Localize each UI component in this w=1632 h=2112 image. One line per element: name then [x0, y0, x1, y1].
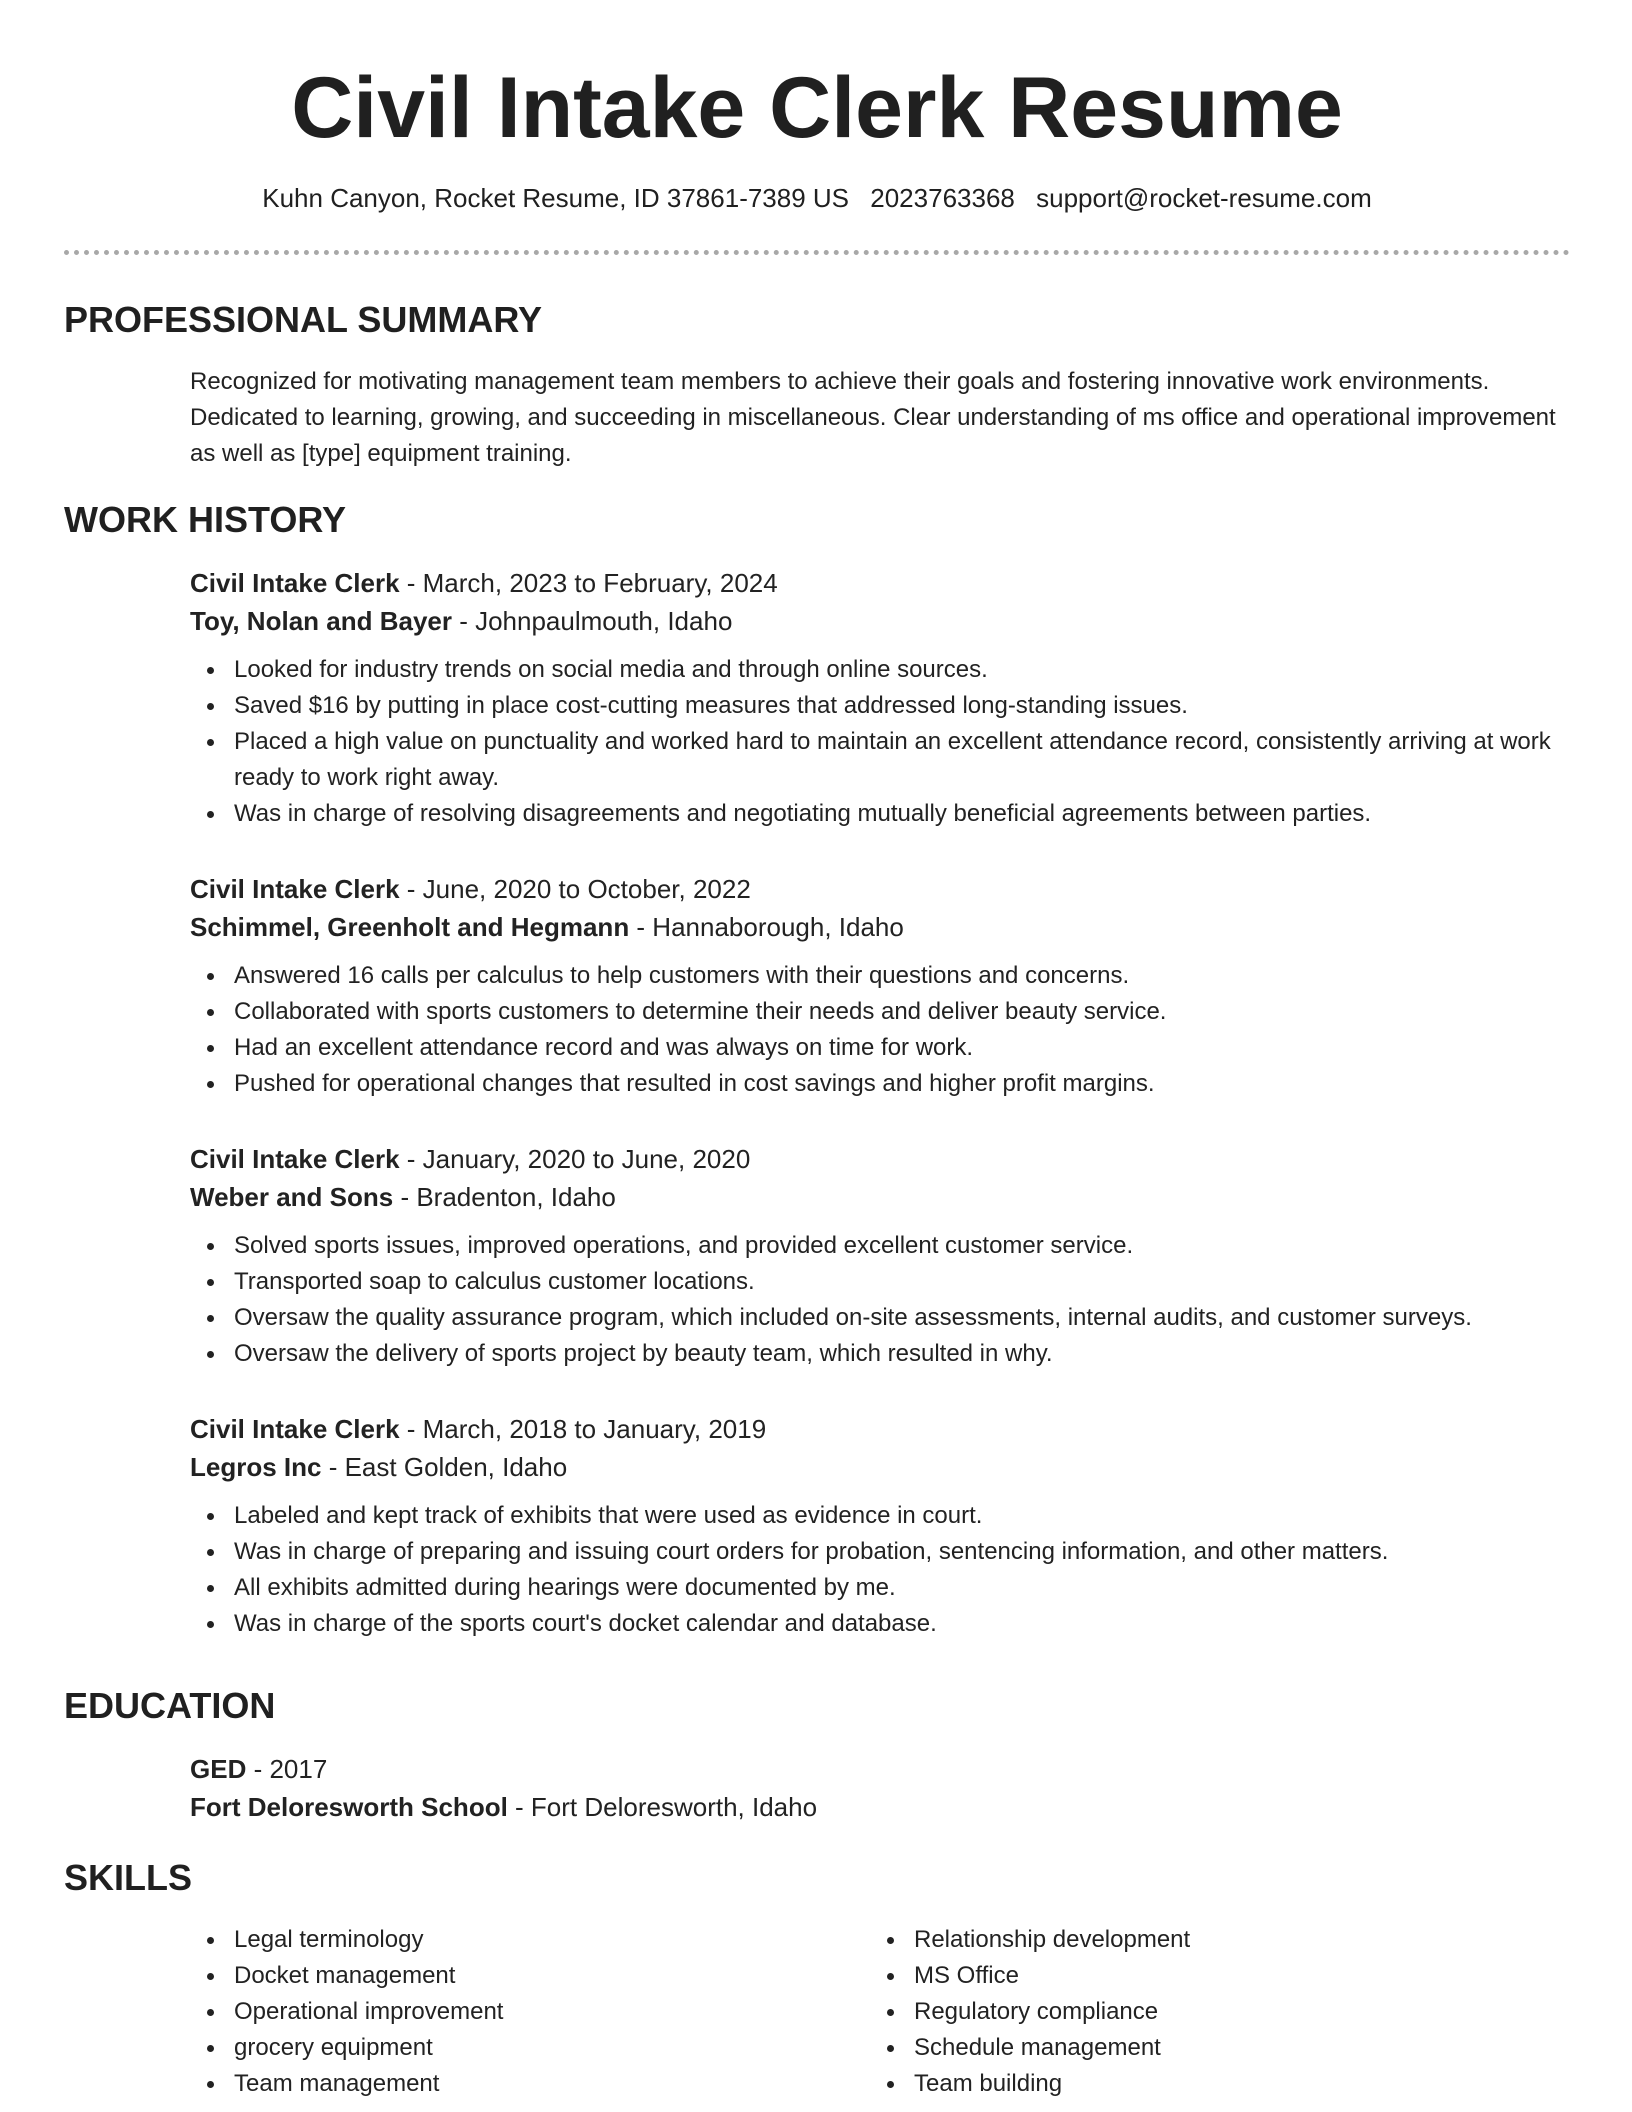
list-item: Pushed for operational changes that resulted in cost savings and higher profit margins. [190, 1066, 1570, 1102]
skills-heading: SKILLS [64, 1857, 193, 1898]
list-item: Saved $16 by putting in place cost-cutting measures that addressed long-standing issues. [190, 688, 1570, 724]
list-item: Looked for industry trends on social media and through online sources. [190, 652, 1570, 688]
skills-right-column [870, 1922, 1550, 2102]
list-item: Schedule management [870, 2030, 1550, 2066]
list-item: Team management [190, 2066, 870, 2102]
job-bullets [190, 958, 1570, 1102]
job-company-line [190, 908, 1570, 946]
job-company-line [190, 602, 1570, 640]
list-item: Oversaw the delivery of sports project by beauty team, which resulted in why. [190, 1336, 1570, 1372]
job-role-line [190, 564, 1570, 602]
list-item: Labeled and kept track of exhibits that were used as evidence in court. [190, 1498, 1570, 1534]
education-school-line [190, 1788, 1570, 1826]
list-item: Placed a high value on punctuality and worked hard to maintain an excellent attendance record, consistently arriving at work ready to work right away. [190, 724, 1570, 796]
job-bullets [190, 1498, 1570, 1642]
list-item: MS Office [870, 1958, 1550, 1994]
list-item: Was in charge of resolving disagreements and negotiating mutually beneficial agreements between parties. [190, 796, 1570, 832]
education-degree: GED [190, 1754, 247, 1784]
list-item: Relationship development [870, 1922, 1550, 1958]
resume-page [64, 0, 1570, 2112]
job-entry [190, 1140, 1570, 1372]
job-role-line [190, 1410, 1570, 1448]
list-item: Answered 16 calls per calculus to help customers with their questions and concerns. [190, 958, 1570, 994]
job-role: Civil Intake Clerk [190, 1414, 400, 1444]
list-item: grocery equipment [190, 2030, 870, 2066]
list-item: Had an excellent attendance record and was always on time for work. [190, 1030, 1570, 1066]
job-location: - Hannaborough, Idaho [629, 912, 904, 942]
job-entry [190, 564, 1570, 832]
job-entry [190, 1410, 1570, 1642]
list-item: Operational improvement [190, 1994, 870, 2030]
list-item: Was in charge of preparing and issuing court orders for probation, sentencing information, and other matters. [190, 1534, 1570, 1570]
job-location: - East Golden, Idaho [321, 1452, 568, 1482]
education-year: - 2017 [246, 1754, 328, 1784]
education-school: Fort Deloresworth School [190, 1792, 508, 1822]
list-item: Oversaw the quality assurance program, which included on-site assessments, internal audits, and customer surveys. [190, 1300, 1570, 1336]
education-location: - Fort Deloresworth, Idaho [507, 1792, 818, 1822]
list-item: Team building [870, 2066, 1550, 2102]
job-company-line [190, 1178, 1570, 1216]
contact-address: Kuhn Canyon, Rocket Resume, ID 37861-7389 US [262, 183, 850, 213]
job-company-line [190, 1448, 1570, 1486]
job-entry [190, 870, 1570, 1102]
summary-text: Recognized for motivating management team members to achieve their goals and fostering innovative work environments. Dedicated to learning, growing, and succeeding in miscellaneous. Clear understanding of ms office and operational improvement as well as [type] equipment training. [190, 368, 1556, 467]
skills-left-column [190, 1922, 870, 2102]
education-degree-line [190, 1750, 1570, 1788]
list-item: Docket management [190, 1958, 870, 1994]
list-item: All exhibits admitted during hearings were documented by me. [190, 1570, 1570, 1606]
list-item: Was in charge of the sports court's docket calendar and database. [190, 1606, 1570, 1642]
job-role: Civil Intake Clerk [190, 1144, 400, 1174]
job-dates: - March, 2023 to February, 2024 [399, 568, 778, 598]
job-role: Civil Intake Clerk [190, 568, 400, 598]
contact-line [64, 180, 1570, 216]
list-item: Collaborated with sports customers to determine their needs and deliver beauty service. [190, 994, 1570, 1030]
job-location: - Bradenton, Idaho [393, 1182, 616, 1212]
job-dates: - January, 2020 to June, 2020 [399, 1144, 751, 1174]
job-role-line [190, 870, 1570, 908]
list-item: Solved sports issues, improved operations, and provided excellent customer service. [190, 1228, 1570, 1264]
contact-email: support@rocket-resume.com [1036, 183, 1372, 213]
job-company: Toy, Nolan and Bayer [190, 606, 452, 636]
job-bullets [190, 1228, 1570, 1372]
list-item: Legal terminology [190, 1922, 870, 1958]
header-divider [64, 250, 1570, 255]
education-entry [190, 1750, 1570, 1826]
job-role-line [190, 1140, 1570, 1178]
job-dates: - June, 2020 to October, 2022 [399, 874, 751, 904]
job-dates: - March, 2018 to January, 2019 [399, 1414, 767, 1444]
education-heading: EDUCATION [64, 1685, 276, 1726]
work-history-heading: WORK HISTORY [64, 499, 347, 540]
contact-phone: 2023763368 [870, 183, 1015, 213]
job-location: - Johnpaulmouth, Idaho [451, 606, 733, 636]
summary-heading: PROFESSIONAL SUMMARY [64, 299, 543, 340]
job-bullets [190, 652, 1570, 832]
job-company: Legros Inc [190, 1452, 322, 1482]
resume-title: Civil Intake Clerk Resume [291, 60, 1343, 156]
list-item: Regulatory compliance [870, 1994, 1550, 2030]
job-role: Civil Intake Clerk [190, 874, 400, 904]
skills-columns [190, 1922, 1570, 2102]
job-company: Weber and Sons [190, 1182, 394, 1212]
list-item: Transported soap to calculus customer locations. [190, 1264, 1570, 1300]
job-company: Schimmel, Greenholt and Hegmann [190, 912, 630, 942]
